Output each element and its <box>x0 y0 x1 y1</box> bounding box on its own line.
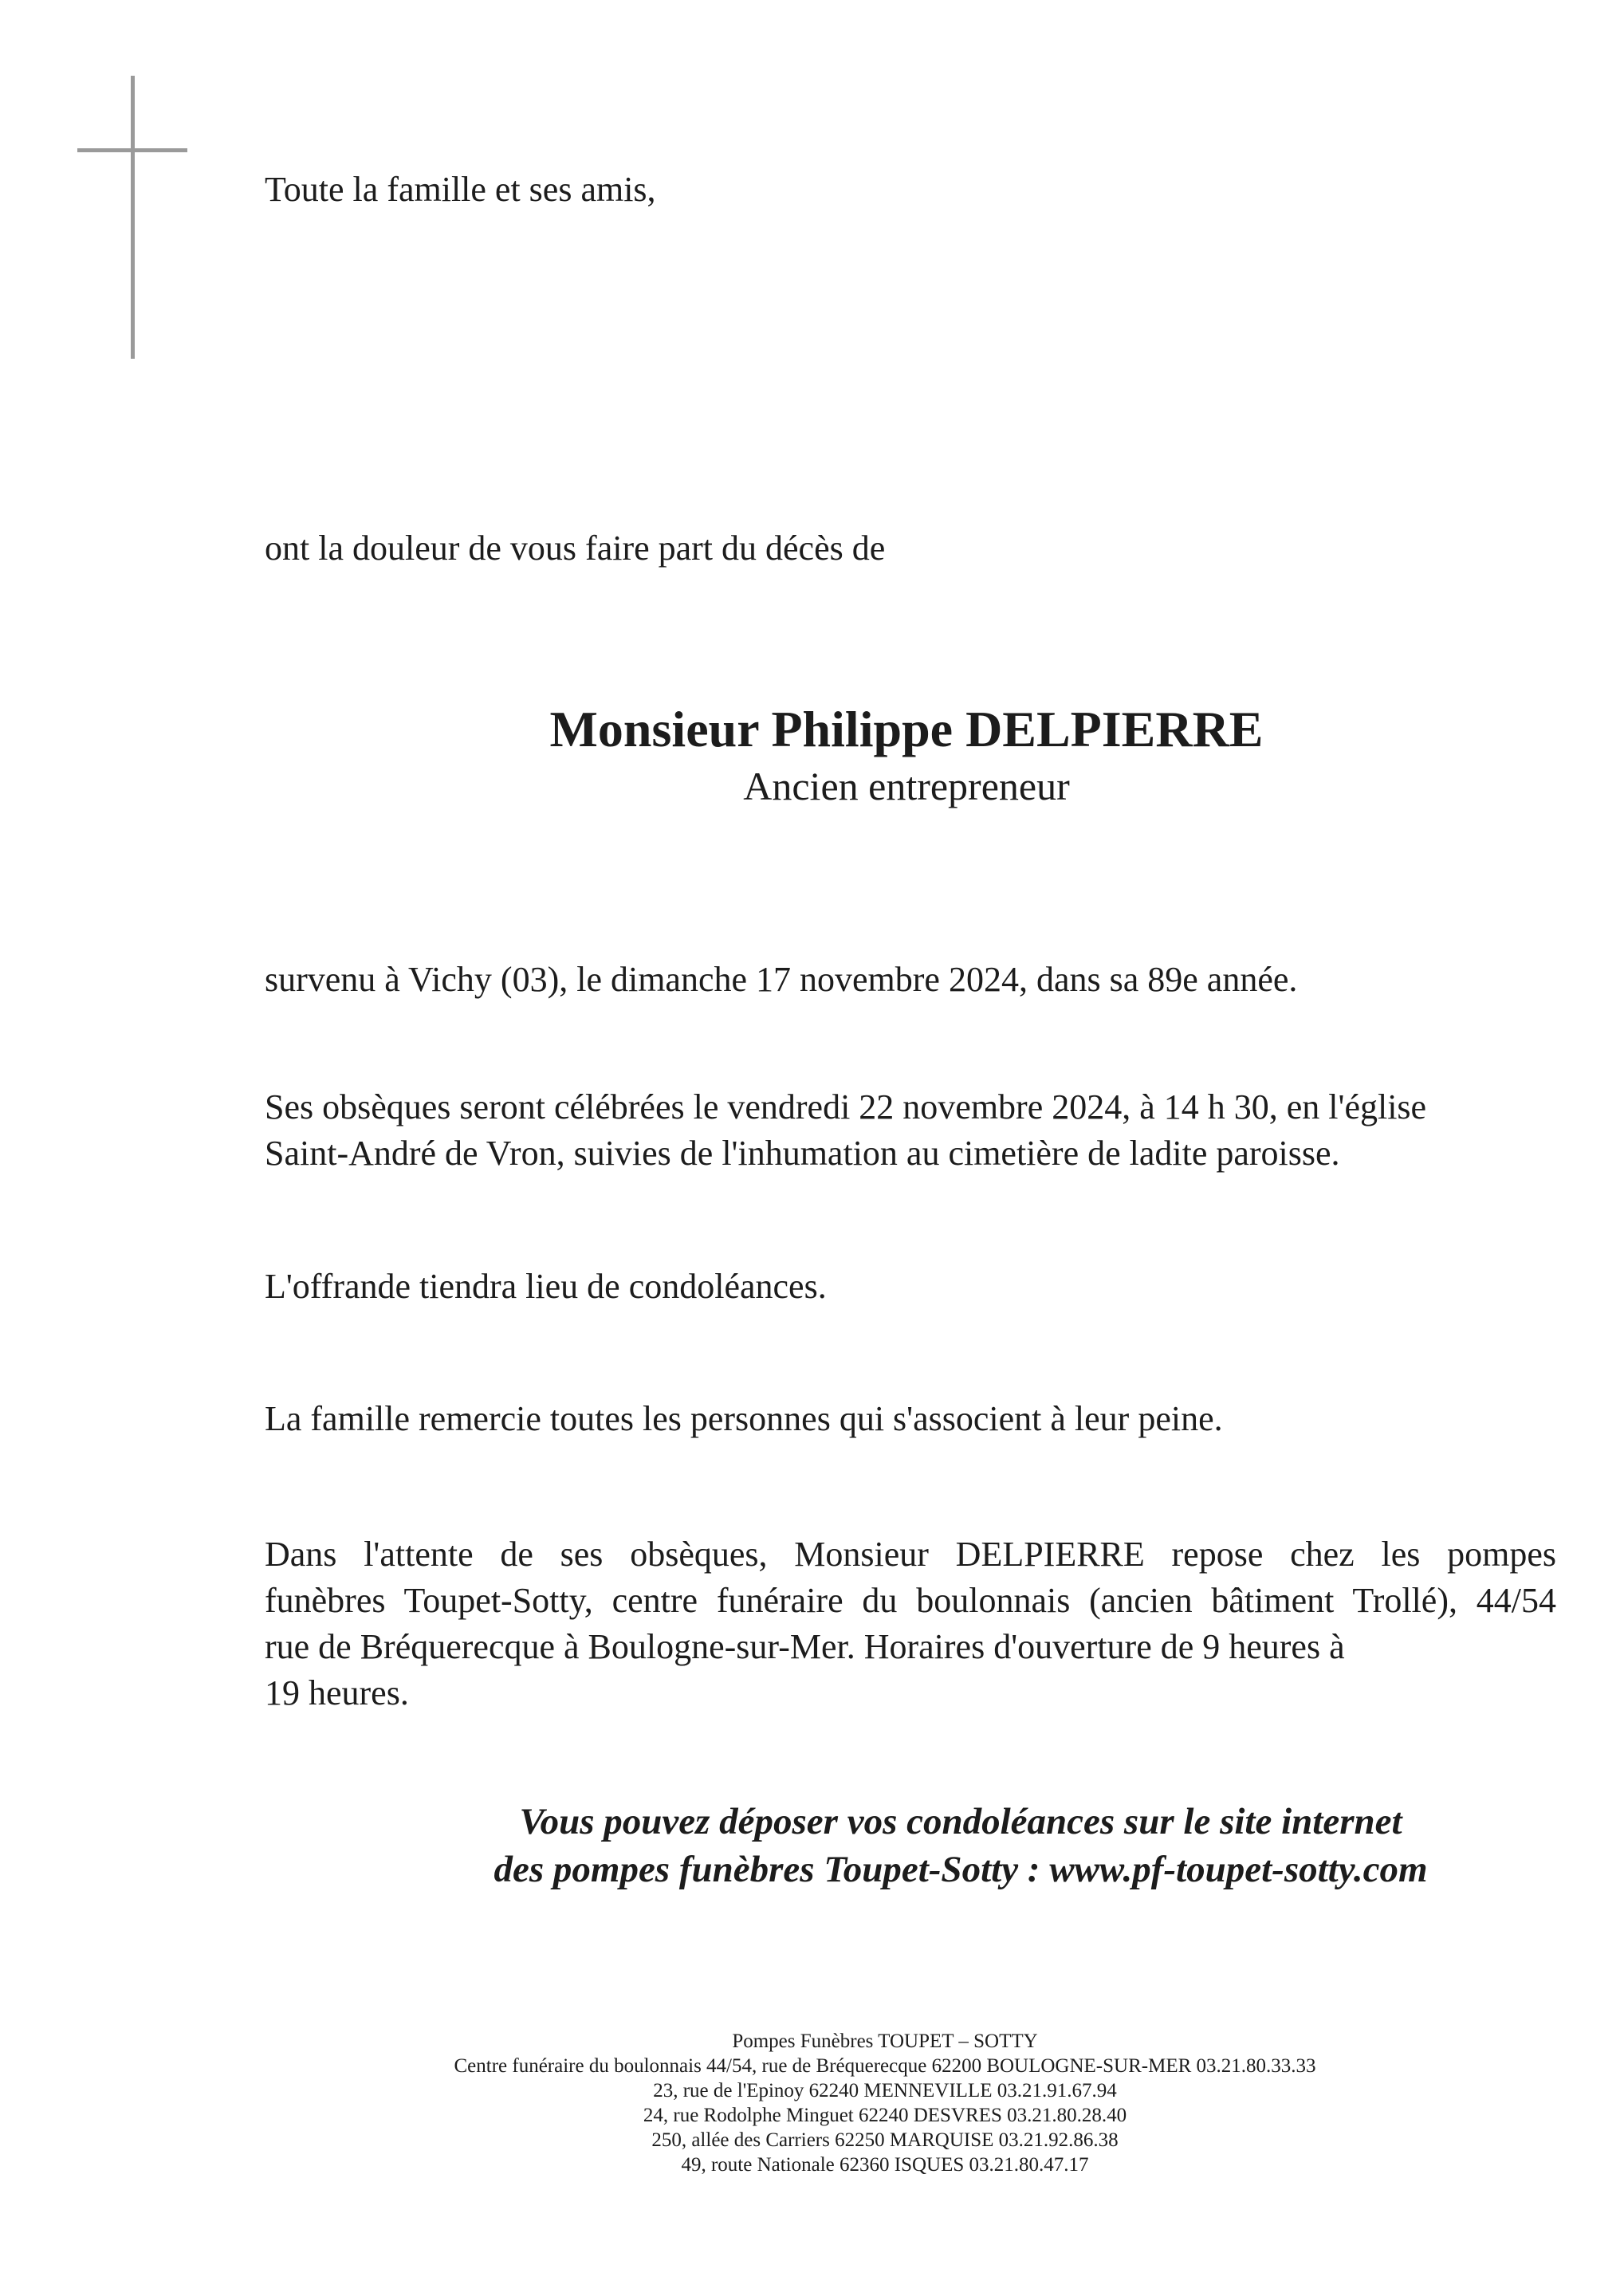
deceased-title: Ancien entrepreneur <box>743 764 1070 808</box>
footer-address: 250, allée des Carriers 62250 MARQUISE 03.21.92.86.38 <box>651 2129 1119 2151</box>
deceased-name: Monsieur Philippe DELPIERRE <box>549 701 1264 757</box>
intro-text: Toute la famille et ses amis, <box>265 170 656 209</box>
funeral-home-footer <box>287 2029 1483 2177</box>
viewing-details <box>265 1531 1556 1716</box>
cross-horizontal-bar <box>77 148 187 152</box>
deceased-block <box>265 698 1548 811</box>
footer-address: 24, rue Rodolphe Minguet 62240 DESVRES 03.21.80.28.40 <box>643 2105 1127 2126</box>
cross-vertical-bar <box>131 76 135 359</box>
viewing-line: rue de Bréquerecque à Boulogne-sur-Mer. Horaires d'ouverture de 9 heures à <box>265 1627 1345 1666</box>
viewing-line: funèbres Toupet-Sotty, centre funéraire du boulonnais (ancien bâtiment Trollé), 44/54 <box>265 1581 1556 1620</box>
online-line: Vous pouvez déposer vos condoléances sur le site internet <box>519 1801 1402 1842</box>
thanks-text: La famille remercie toutes les personnes qui s'associent à leur peine. <box>265 1399 1223 1438</box>
funeral-line: Saint-André de Vron, suivies de l'inhumation au cimetière de ladite paroisse. <box>265 1134 1340 1173</box>
footer-address: 23, rue de l'Epinoy 62240 MENNEVILLE 03.21.91.67.94 <box>653 2080 1117 2101</box>
footer-address: 49, route Nationale 62360 ISQUES 03.21.80.47.17 <box>681 2154 1089 2176</box>
death-details: survenu à Vichy (03), le dimanche 17 novembre 2024, dans sa 89e année. <box>265 960 1298 999</box>
viewing-line: 19 heures. <box>265 1673 409 1712</box>
viewing-line: Dans l'attente de ses obsèques, Monsieur DELPIERRE repose chez les pompes <box>265 1535 1556 1574</box>
funeral-line: Ses obsèques seront célébrées le vendredi 22 novembre 2024, à 14 h 30, en l'église <box>265 1087 1427 1126</box>
funeral-details <box>265 1084 1548 1177</box>
online-line: des pompes funèbres Toupet-Sotty : www.pf-toupet-sotty.com <box>493 1849 1428 1890</box>
footer-address: Centre funéraire du boulonnais 44/54, rue de Bréquerecque 62200 BOULOGNE-SUR-MER 03.21.80.33.33 <box>454 2055 1316 2077</box>
footer-company: Pompes Funèbres TOUPET – SOTTY <box>732 2031 1038 2052</box>
announcement-text: ont la douleur de vous faire part du décès de <box>265 529 886 568</box>
online-condolences <box>239 1798 1624 1893</box>
offering-text: L'offrande tiendra lieu de condoléances. <box>265 1267 827 1306</box>
